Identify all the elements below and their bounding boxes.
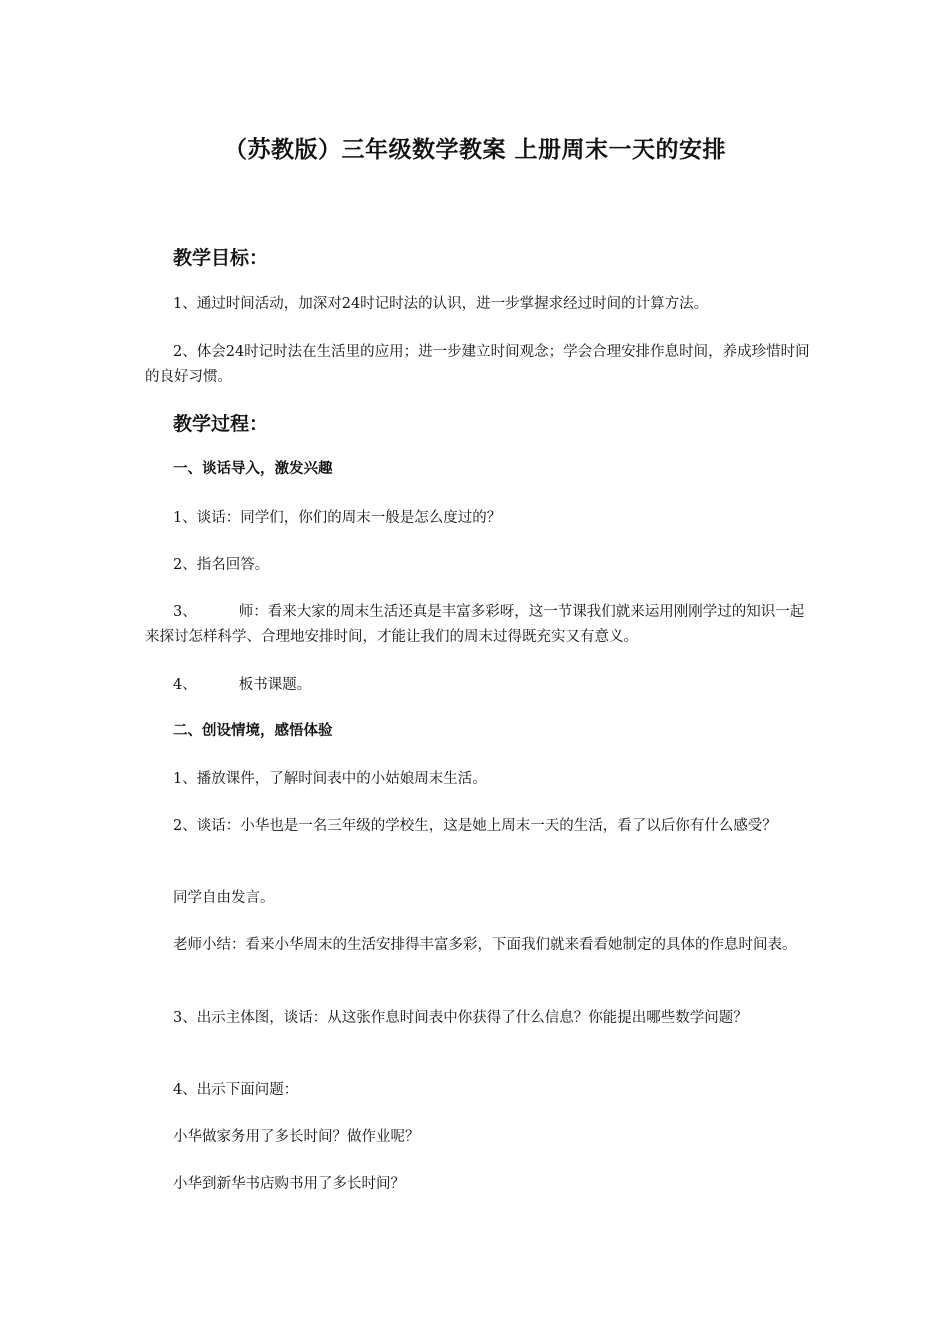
part1-item-4-number: 4、 [173,677,197,693]
part2-teacher-summary: 老师小结：看来小华周末的生活安排得丰富多彩，下面我们就来看看她制定的具体的作息时间表。 [173,937,797,953]
objective-item-1: 1、通过时间活动，加深对24时记时法的认识，进一步掌握求经过时间的计算方法。 [173,296,709,312]
process-heading: 教学过程： [173,413,269,435]
part1-item-3-text: 师：看来大家的周末生活还真是丰富多彩呀，这一节课我们就来运用刚刚学过的知识一起来探讨怎样科学、合理地安排时间，才能让我们的周末过得既充实又有意义。 [145,604,805,645]
part2-question-2: 小华到新华书店购书用了多长时间？ [173,1176,405,1192]
part2-question-1: 小华做家务用了多长时间？做作业呢？ [173,1129,420,1145]
part2-item-3: 3、出示主体图，谈话：从这张作息时间表中你获得了什么信息？你能提出哪些数学问题？ [173,1010,748,1026]
part2-heading: 二、创设情境，感悟体验 [173,723,333,739]
part2-student-response: 同学自由发言。 [173,890,275,906]
part2-item-2: 2、谈话：小华也是一名三年级的学校生，这是她上周末一天的生活，看了以后你有什么感受？ [173,818,777,834]
part1-item-2: 2、指名回答。 [173,557,270,573]
part1-item-3-number: 3、 [173,604,197,620]
part1-item-3 [145,600,810,650]
part1-item-1: 1、谈话：同学们，你们的周末一般是怎么度过的？ [173,510,502,526]
part2-item-1: 1、播放课件，了解时间表中的小姑娘周末生活。 [173,771,487,787]
part1-item-4-text: 板书课题。 [238,677,312,693]
objectives-heading: 教学目标： [173,247,269,269]
document-title: （苏教版）三年级数学教案 上册周末一天的安排 [223,137,726,163]
part1-item-4 [145,673,810,698]
part1-heading: 一、谈话导入，激发兴趣 [173,461,333,477]
part2-item-4: 4、出示下面问题： [173,1082,299,1098]
objective-item-2: 2、体会24时记时法在生活里的应用；进一步建立时间观念；学会合理安排作息时间，养成珍惜时间的良好习惯。 [145,344,810,385]
